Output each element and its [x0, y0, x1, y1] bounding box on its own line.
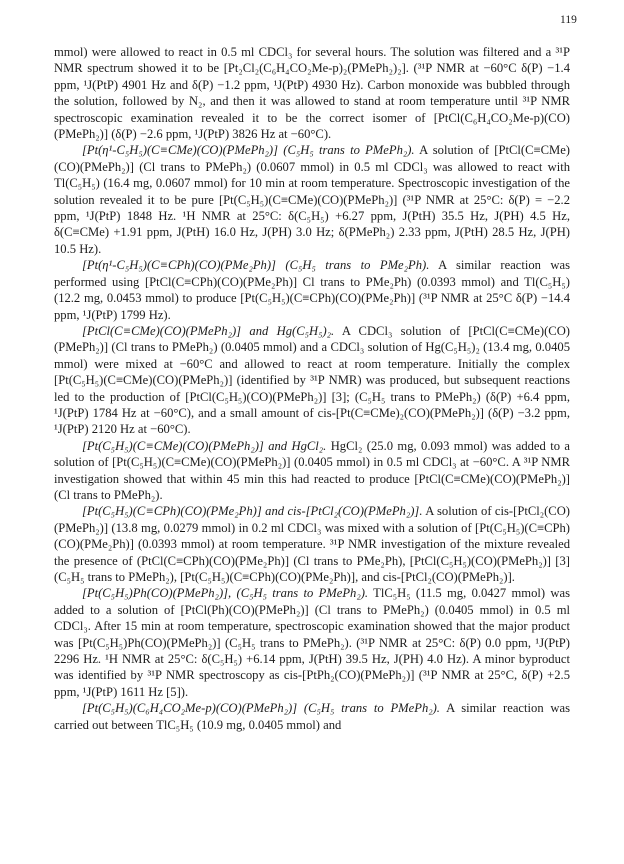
paragraph-cp-ph-complex	[54, 585, 570, 700]
paragraph-cp-ccme-complex	[54, 142, 570, 257]
paragraph-text: A solution of cis-[PtCl₂(CO)(PMePh₂)] (13.8 mg, 0.0279 mmol) in 0.2 ml CDCl₃ was mixed with a solution of [Pt(C₅H₅)(C≡CPh)(CO)(PMe₂Ph)] (0.0393 mmol) at room temperature. ³¹P NMR investigation of the mixture revealed the presence of (PtCl(C≡CPh)(CO)(PMe₂Ph)] (Cl trans to PMe₂Ph), [PtCl(C₅H₅)(CO)(PMePh₂)] [3] (C₅H₅ trans to PMePh₂), [Pt(C₅H₅)(C≡CPh)(CO)(PMe₂Ph)], and cis-[PtCl₂(CO)(PMePh₂)].	[54, 504, 570, 584]
paragraph-cis-ptcl2-reaction	[54, 503, 570, 585]
experimental-text-body	[54, 44, 570, 733]
paragraph-heading: [Pt(C₅H₅)Ph(CO)(PMePh₂)], (C₅H₅ trans to PMePh₂).	[82, 586, 369, 601]
paragraph-heading: [Pt(η¹-C₅H₅)(C≡CMe)(CO)(PMePh₂)] (C₅H₅ trans to PMePh₂).	[82, 143, 415, 158]
paragraph-text: TlC₅H₅ (11.5 mg, 0.0427 mmol) was added to a solution of [PtCl(Ph)(CO)(PMePh₂)] (Cl trans to PMePh₂) (0.0405 mmol) in 0.5 ml CDCl₃. After 15 min at room temperature, spectroscopic examination showed that the major product was [Pt(C₅H₅)Ph(CO)(PMePh₂)] (C₅H₅ trans to PMePh₂). (³¹P NMR at 25°C: δ(P) 0.0 ppm, ¹J(PtP) 2296 Hz. ¹H NMR at 25°C: δ(C₅H₅) +6.14 ppm, J(PtH) 39.5 Hz, J(PH) 4.0 Hz). A minor byproduct was identified by ³¹P NMR spectroscopy as cis-[PtPh₂(CO)(PMePh₂)] (³¹P NMR at 25°C, δ(P) +2.5 ppm, ¹J(PtP) 1611 Hz [5]).	[54, 586, 570, 699]
paragraph-continuation	[54, 44, 570, 142]
page-number: 119	[560, 14, 577, 26]
paragraph-text: A similar reaction was performed using [PtCl(C≡CPh)(CO)(PMe₂Ph)] Cl trans to PMe₂Ph) (0.0393 mmol) and Tl(C₅H₅) (12.2 mg, 0.0453 mmol) to produce [Pt(C₅H₅)(C≡CPh)(CO)(PMe₂Ph)] (³¹P NMR at 25°C δ(P) −14.4 ppm, ¹J(PtP) 1799 Hz).	[54, 258, 571, 322]
paragraph-cp-ccph-complex	[54, 257, 570, 323]
paragraph-text: A solution of [PtCl(C≡CMe)(CO)(PMePh₂)] (Cl trans to PMePh₂) (0.0607 mmol) in 0.5 ml CDCl₃ was allowed to react with Tl(C₅H₅) (16.4 mg, 0.0607 mmol) for 10 min at room temperature. Spectroscopic investigation of the solution revealed it to be pure [Pt(C₅H₅)(C≡CMe)(CO)(PMePh₂)] (³¹P NMR at 25°C: δ(P) = −2.2 ppm, ¹J(PtP) 1848 Hz. ¹H NMR at 25°C: δ(C₅H₅) +6.27 ppm, J(PtH) 35.5 Hz, J(PH) 4.5 Hz, δ(C≡CMe) +1.91 ppm, J(PtH) 16.0 Hz, J(PH) 3.0 Hz; δ(PMePh₂) 2.33 ppm, J(PtH) 28.5 Hz, J(PH) 10.5 Hz).	[54, 143, 570, 256]
paragraph-heading: [Pt(η¹-C₅H₅)(C≡CPh)(CO)(PMe₂Ph)] (C₅H₅ trans to PMe₂Ph).	[82, 258, 430, 273]
paragraph-heading: [PtCl(C≡CMe)(CO)(PMePh₂)] and Hg(C₅H₅)₂.	[82, 323, 335, 338]
paragraph-text: mmol) were allowed to react in 0.5 ml CDCl₃ for several hours. The solution was filtered and a ³¹P NMR spectrum showed it to be [Pt₂Cl₂(C₆H₄CO₂Me-p)₂(PMePh₂)₂]. (³¹P NMR at −60°C δ(P) −1.4 ppm, ¹J(PtP) 4901 Hz and δ(P) −1.2 ppm, ¹J(PtP) 4930 Hz). Carbon monoxide was bubbled through the solution, followed by N₂, and then it was allowed to stand at room temperature until ³¹P NMR spectroscopic examination revealed it to be the correct isomer of [PtCl(C₆H₄CO₂Me-p)(CO)(PMePh₂)] (δ(P) −2.6 ppm, ¹J(PtP) 3826 Hz at −60°C).	[54, 45, 570, 142]
paragraph-heading: [Pt(C₅H₅)(C₆H₄CO₂Me-p)(CO)(PMePh₂)] (C₅H₅ trans to PMePh₂).	[82, 701, 440, 716]
paragraph-text: A similar reaction was carried out between TlC₅H₅ (10.9 mg, 0.0405 mmol) and	[54, 701, 571, 732]
paragraph-hgcl2-reaction	[54, 438, 570, 504]
paragraph-hgcp2-reaction	[54, 323, 570, 438]
paragraph-cp-aryl-complex	[54, 700, 570, 733]
paragraph-text: HgCl₂ (25.0 mg, 0.093 mmol) was added to a solution of [Pt(C₅H₅)(C≡CMe)(CO)(PMePh₂)] (0.0405 mmol) in 0.5 ml CDCl₃ at −60°C. A ³¹P NMR investigation showed that within 45 min this had reacted to produce [PtCl(C≡CMe)(CO)(PMePh₂)] (Cl trans to PMePh₂).	[54, 438, 570, 502]
paragraph-text: A CDCl₃ solution of [PtCl(C≡CMe)(CO)(PMePh₂)] (Cl trans to PMePh₂) (0.0405 mmol) and a CDCl₃ solution of Hg(C₅H₅)₂ (13.4 mg, 0.0405 mmol) were mixed at −60°C and allowed to react at room temperature. Initially the complex [Pt(C₅H₅)(C≡CMe)(CO)(PMePh₂)] (identified by ³¹P NMR) was produced, but subsequent reactions led to the production of [PtCl(C₅H₅)(CO)(PMePh₂)] [3]; (C₅H₅ trans to PMePh₂) (δ(P) +6.4 ppm, ¹J(PtP) 1784 Hz at −60°C), and a small amount of cis-[Pt(C≡CMe)₂(CO)(PMePh₂)] (δ(P) −3.2 ppm, ¹J(PtP) 2120 Hz at −60°C).	[54, 323, 570, 437]
paragraph-heading: [Pt(C₅H₅)(C≡CPh)(CO)(PMe₂Ph)] and cis-[PtCl₂(CO)(PMePh₂)].	[82, 504, 423, 519]
paragraph-heading: [Pt(C₅H₅)(C≡CMe)(CO)(PMePh₂)] and HgCl₂.	[82, 438, 327, 453]
